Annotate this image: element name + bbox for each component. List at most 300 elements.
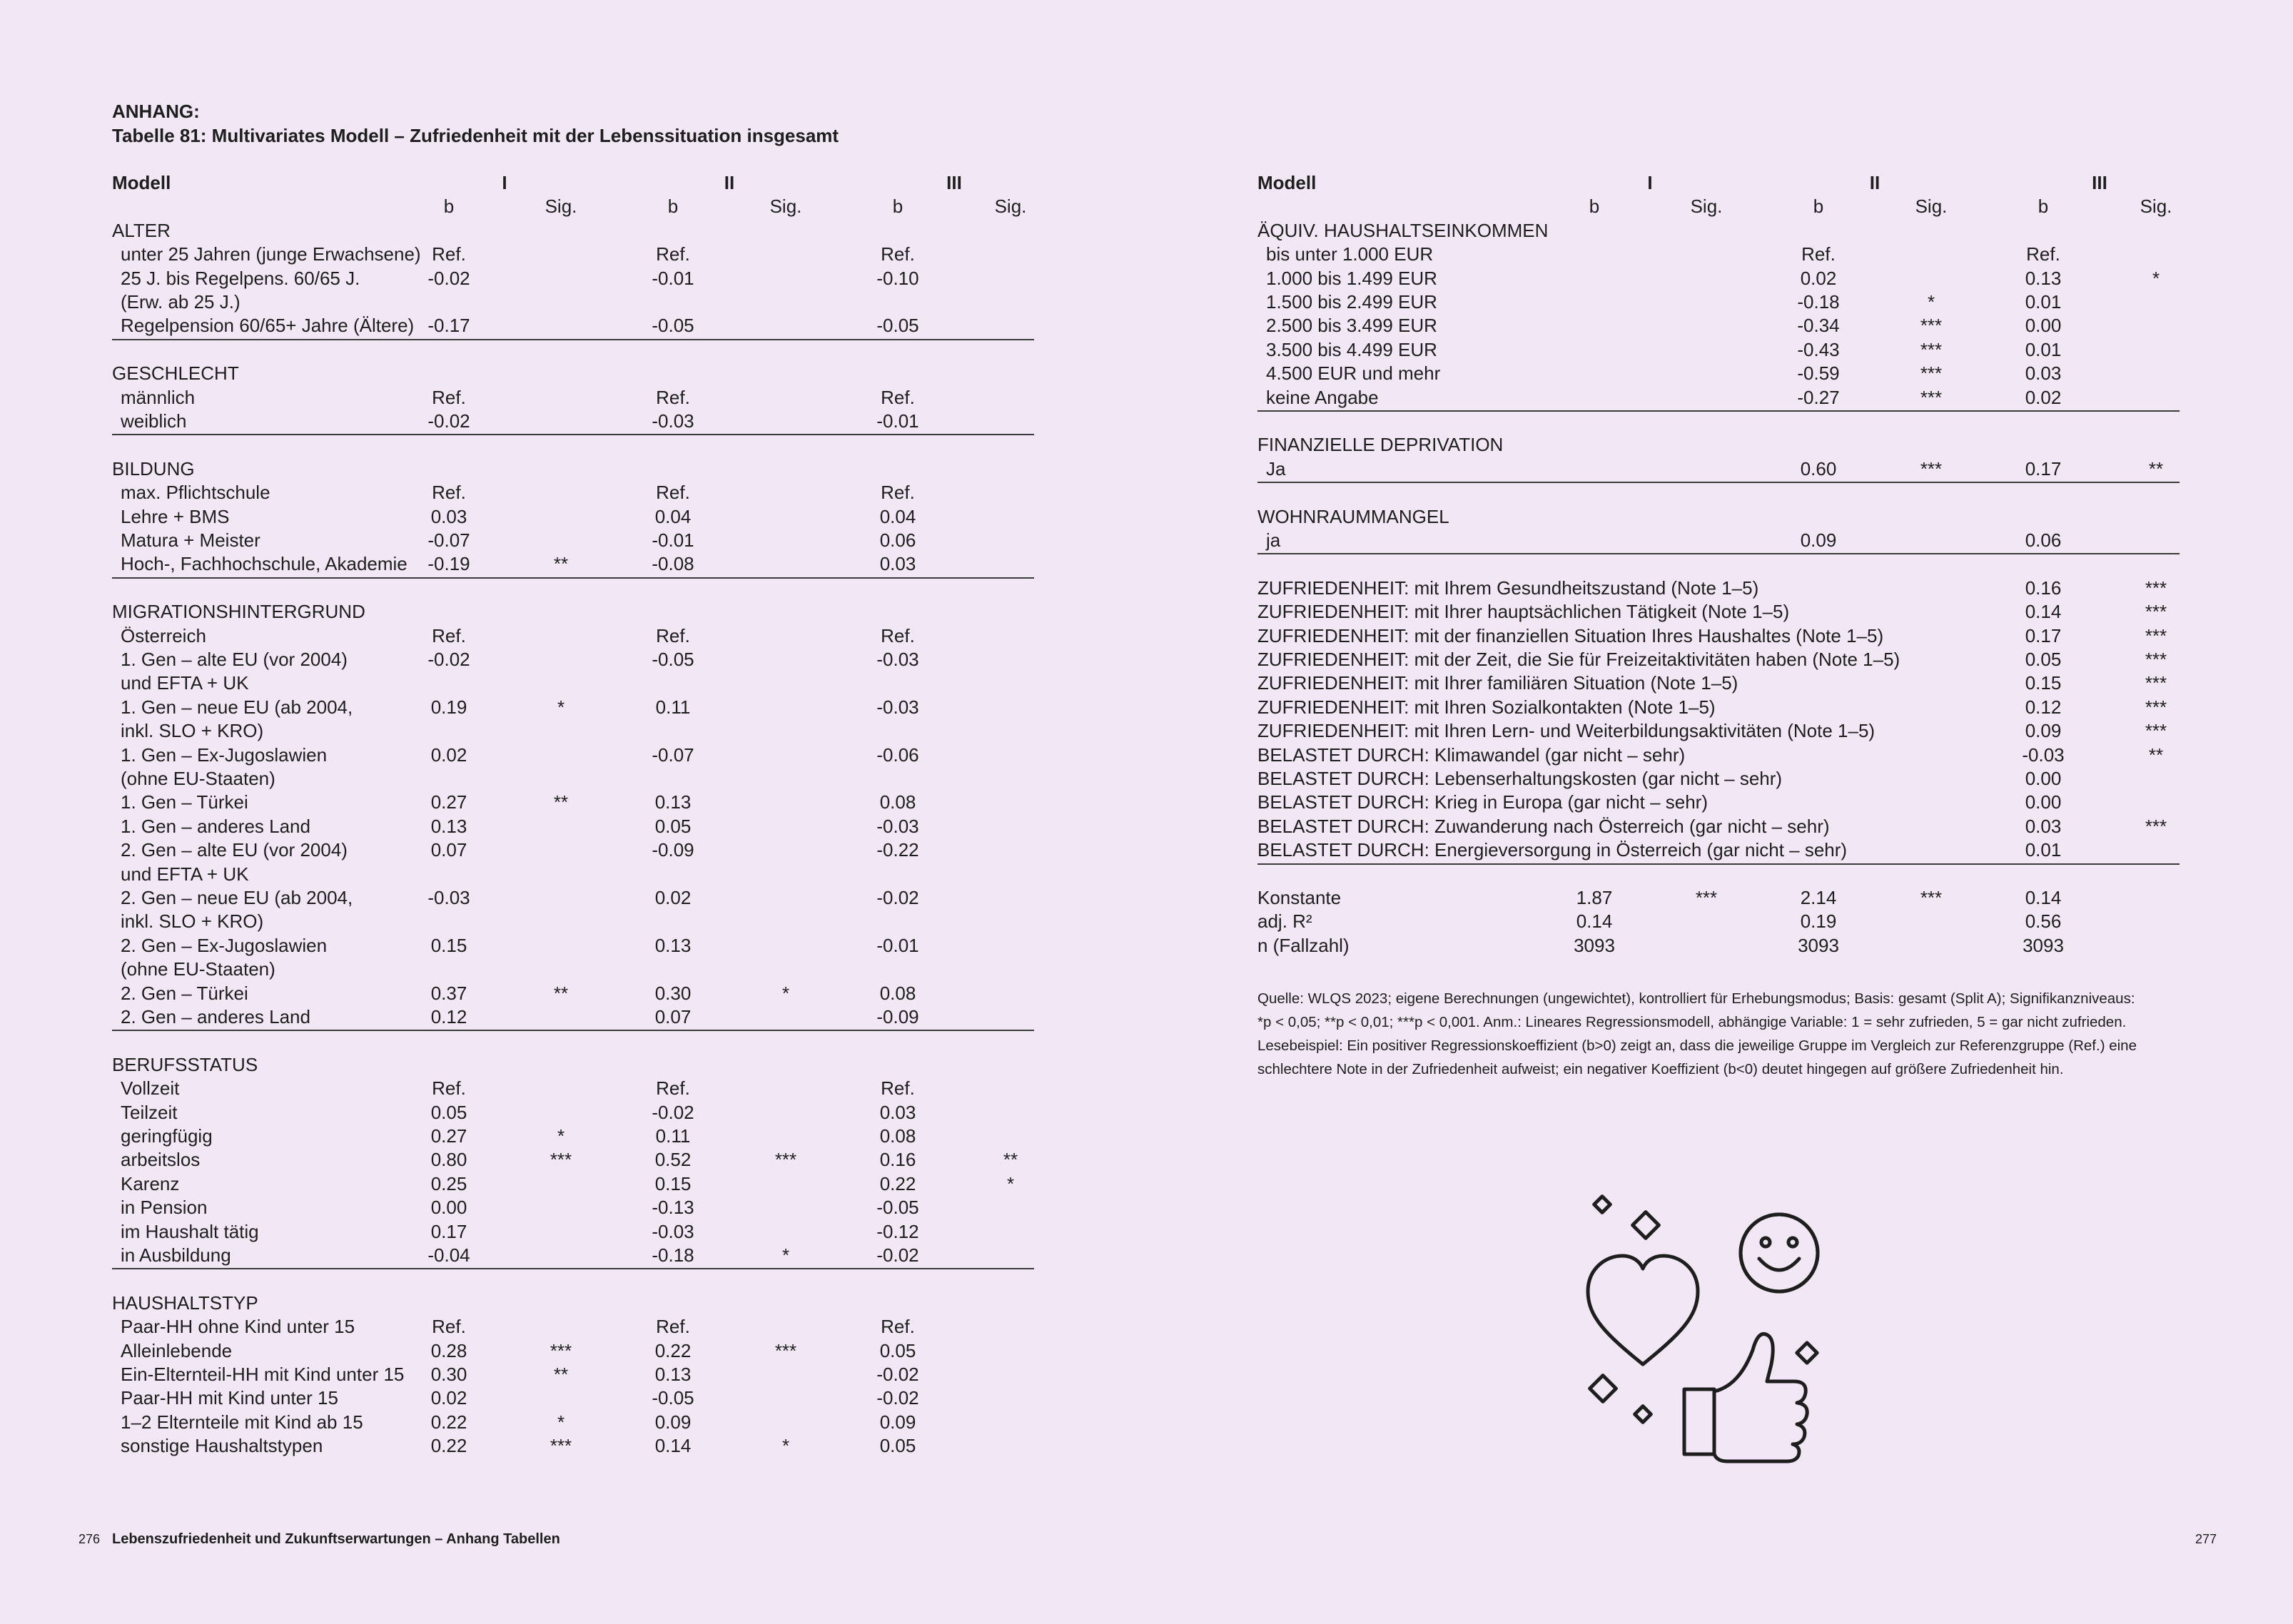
coefficient-cell: -0.27	[1797, 386, 1840, 408]
coefficient-cell: Ref.	[656, 624, 690, 646]
significance-cell: *	[1927, 291, 1935, 313]
coefficient-cell: 0.00	[2025, 791, 2062, 813]
section-heading	[1257, 433, 2180, 457]
table-row	[112, 838, 1034, 862]
coefficient-cell: -0.18	[652, 1244, 694, 1266]
row-label: männlich	[121, 386, 196, 408]
smiley-face-icon-outline	[1741, 1214, 1818, 1291]
row-label: keine Angabe	[1266, 386, 1379, 408]
coefficient-cell: Ref.	[656, 1316, 690, 1338]
row-label: Alleinlebende	[121, 1339, 233, 1361]
significance-cell: *	[781, 1244, 790, 1266]
significance-cell: *	[557, 1125, 565, 1147]
row-label: Ein-Elternteil-HH mit Kind unter 15	[121, 1364, 405, 1385]
table-row	[112, 1172, 1034, 1196]
column-header-b: b	[667, 196, 679, 218]
table-row	[112, 1315, 1034, 1339]
significance-cell: **	[553, 1364, 569, 1385]
table-row	[1257, 696, 2180, 719]
coefficient-cell: -0.43	[1797, 338, 1840, 360]
table-row	[112, 267, 1034, 290]
row-label: 1.000 bis 1.499 EUR	[1266, 267, 1437, 289]
table-row	[1257, 577, 2180, 600]
coefficient-cell: -0.02	[876, 1387, 919, 1409]
coefficient-cell: -0.59	[1797, 362, 1840, 385]
coefficient-cell: 0.07	[430, 839, 467, 861]
coefficient-cell: 0.22	[430, 1435, 467, 1457]
coefficient-cell: 0.04	[654, 505, 692, 527]
section-label: ALTER	[112, 219, 171, 241]
table-subheader-row	[112, 195, 1034, 218]
row-label: im Haushalt tätig	[121, 1220, 259, 1242]
table-row	[112, 1005, 1034, 1029]
coefficient-cell: 3093	[2023, 934, 2064, 956]
row-label: unter 25 Jahren (junge Erwachsene)	[121, 243, 421, 265]
row-label: 2. Gen – Türkei	[121, 982, 248, 1004]
coefficient-cell: Ref.	[656, 243, 690, 265]
coefficient-cell: Ref.	[432, 624, 466, 646]
table-row	[1257, 886, 2180, 910]
coefficient-cell: 0.05	[879, 1435, 916, 1457]
row-label: und EFTA + UK	[121, 672, 249, 694]
section-divider	[1257, 410, 2180, 412]
page-number-right: 277	[2195, 1532, 2217, 1546]
section-divider	[1257, 482, 2180, 483]
table-row	[112, 1363, 1034, 1386]
coefficient-cell: 0.17	[2025, 457, 2062, 479]
coefficient-cell: -0.01	[652, 529, 694, 551]
coefficient-cell: 0.02	[654, 887, 692, 908]
significance-cell: ***	[2145, 696, 2167, 718]
coefficient-cell: -0.05	[652, 1387, 694, 1409]
table-row	[112, 791, 1034, 814]
coefficient-cell: -0.05	[876, 1197, 919, 1219]
significance-cell: ***	[1920, 386, 1943, 408]
significance-cell: *	[1006, 1172, 1015, 1194]
table-row	[112, 1386, 1034, 1410]
coefficient-cell: -0.02	[876, 887, 919, 908]
row-label: in Ausbildung	[121, 1244, 231, 1266]
row-label: 1. Gen – alte EU (vor 2004)	[121, 649, 348, 670]
table-row	[112, 671, 1034, 695]
table-row	[112, 1077, 1034, 1100]
row-label: ZUFRIEDENHEIT: mit Ihrer familiären Situation (Note 1–5)	[1257, 672, 1738, 694]
significance-cell: **	[553, 791, 569, 813]
coefficient-cell: -0.06	[876, 744, 919, 766]
table-row	[112, 1220, 1034, 1244]
column-header-model-iii: III	[946, 172, 962, 193]
coefficient-cell: 0.37	[430, 982, 467, 1004]
row-label: ZUFRIEDENHEIT: mit Ihrer hauptsächlichen Tätigkeit (Note 1–5)	[1257, 601, 1790, 623]
coefficient-cell: 0.01	[2025, 839, 2062, 861]
coefficient-cell: 0.13	[654, 791, 692, 813]
row-label: (Erw. ab 25 J.)	[121, 291, 241, 313]
row-label: ZUFRIEDENHEIT: mit Ihren Lern- und Weiterbildungsaktivitäten (Note 1–5)	[1257, 720, 1876, 742]
coefficient-cell: -0.03	[876, 815, 919, 837]
row-label: BELASTET DURCH: Klimawandel (gar nicht – sehr)	[1257, 744, 1686, 766]
column-header-sig: Sig.	[1915, 196, 1948, 218]
coefficient-cell: 0.14	[2025, 601, 2062, 623]
significance-cell: *	[781, 1435, 790, 1457]
significance-cell: ***	[550, 1435, 572, 1457]
column-header-model-ii: II	[724, 172, 735, 193]
row-label: max. Pflichtschule	[121, 482, 270, 504]
row-label: ja	[1266, 529, 1281, 551]
row-label: BELASTET DURCH: Zuwanderung nach Österreich (gar nicht – sehr)	[1257, 815, 1830, 837]
coefficient-cell: 0.15	[654, 1172, 692, 1194]
coefficient-cell: 0.14	[2025, 887, 2062, 908]
row-label: Hoch-, Fachhochschule, Akademie	[121, 553, 408, 575]
coefficient-cell: 0.80	[430, 1149, 467, 1171]
coefficient-cell: -0.18	[1797, 291, 1840, 313]
appendix-label: ANHANG:	[112, 101, 200, 122]
significance-cell: *	[2152, 267, 2160, 289]
row-label: n (Fallzahl)	[1257, 934, 1350, 956]
coefficient-cell: 0.03	[2025, 815, 2062, 837]
significance-cell: ***	[1920, 338, 1943, 360]
coefficient-cell: -0.34	[1797, 315, 1840, 337]
table-row	[1257, 767, 2180, 791]
coefficient-cell: 0.17	[430, 1220, 467, 1242]
column-header-b: b	[1813, 196, 1824, 218]
significance-cell: **	[2148, 457, 2164, 479]
coefficient-cell: -0.02	[427, 267, 470, 289]
section-heading	[112, 219, 1034, 243]
row-label: Vollzeit	[121, 1077, 180, 1100]
table-row	[1257, 290, 2180, 314]
coefficient-cell: -0.05	[652, 649, 694, 670]
row-label: 3.500 bis 4.499 EUR	[1266, 338, 1437, 360]
coefficient-cell: -0.02	[427, 410, 470, 432]
table-row	[112, 1434, 1034, 1458]
table-row	[1257, 671, 2180, 695]
table-row	[1257, 267, 2180, 290]
table-row	[112, 1196, 1034, 1219]
sparkle-diamond-left	[1590, 1376, 1616, 1402]
coefficient-cell: 0.00	[2025, 768, 2062, 789]
significance-cell: *	[557, 1411, 565, 1433]
coefficient-cell: 0.30	[654, 982, 692, 1004]
significance-cell: ***	[2145, 601, 2167, 623]
row-label: Konstante	[1257, 887, 1342, 908]
coefficient-cell: 0.01	[2025, 338, 2062, 360]
row-label: weiblich	[121, 410, 187, 432]
footer-title: Lebenszufriedenheit und Zukunftserwartungen – Anhang Tabellen	[112, 1531, 560, 1547]
coefficient-cell: 0.15	[2025, 672, 2062, 694]
sparkle-small-bottom	[1635, 1406, 1651, 1423]
table-row	[1257, 648, 2180, 671]
coefficient-cell: Ref.	[881, 243, 915, 265]
section-heading	[112, 1291, 1034, 1315]
row-label: Matura + Meister	[121, 529, 260, 551]
table-row	[112, 815, 1034, 838]
coefficient-cell: Ref.	[432, 482, 466, 504]
coefficient-cell: -0.07	[427, 529, 470, 551]
significance-cell: ***	[2145, 577, 2167, 599]
significance-cell: **	[2148, 744, 2164, 766]
sparkle-small-top	[1594, 1197, 1611, 1213]
table-row	[112, 505, 1034, 529]
row-label: in Pension	[121, 1197, 208, 1219]
row-label: sonstige Haushaltstypen	[121, 1435, 323, 1457]
section-label: GESCHLECHT	[112, 362, 239, 385]
coefficient-cell: Ref.	[656, 1077, 690, 1100]
coefficient-cell: 0.08	[879, 1125, 916, 1147]
table-row	[112, 719, 1034, 743]
coefficient-cell: -0.07	[652, 744, 694, 766]
coefficient-cell: -0.08	[652, 553, 694, 575]
row-label: ZUFRIEDENHEIT: mit Ihrem Gesundheitszustand (Note 1–5)	[1257, 577, 1759, 599]
row-label: Lehre + BMS	[121, 505, 230, 527]
table-row	[1257, 719, 2180, 743]
coefficient-cell: 0.05	[654, 815, 692, 837]
table-row	[112, 648, 1034, 671]
significance-cell: ***	[2145, 815, 2167, 837]
column-header-model: Modell	[1257, 172, 1317, 193]
column-header-model-i: I	[502, 172, 507, 193]
significance-cell: ***	[550, 1149, 572, 1171]
significance-cell: ***	[2145, 624, 2167, 646]
section-divider	[112, 577, 1034, 579]
table-row	[112, 552, 1034, 576]
row-label: ZUFRIEDENHEIT: mit Ihren Sozialkontakten (Note 1–5)	[1257, 696, 1716, 718]
table-row	[1257, 314, 2180, 338]
column-header-b: b	[443, 196, 455, 218]
section-divider	[112, 1268, 1034, 1269]
coefficient-cell: 0.00	[2025, 315, 2062, 337]
table-row	[1257, 910, 2180, 933]
coefficient-cell: Ref.	[2026, 243, 2060, 265]
table-row	[112, 863, 1034, 886]
coefficient-cell: 0.13	[2025, 267, 2062, 289]
coefficient-cell: -0.03	[876, 649, 919, 670]
table-row	[1257, 386, 2180, 410]
table-row	[1257, 744, 2180, 767]
coefficient-cell: 0.15	[430, 934, 467, 956]
table-row	[112, 982, 1034, 1005]
significance-cell: **	[553, 553, 569, 575]
coefficient-cell: -0.09	[876, 1006, 919, 1027]
coefficient-cell: Ref.	[881, 482, 915, 504]
coefficient-cell: 0.13	[654, 934, 692, 956]
coefficient-cell: -0.05	[652, 315, 694, 337]
coefficient-cell: 0.03	[879, 1101, 916, 1123]
coefficient-cell: 1.87	[1576, 887, 1613, 908]
coefficient-cell: 0.25	[430, 1172, 467, 1194]
sparkle-diamond-top	[1633, 1212, 1659, 1239]
coefficient-cell: Ref.	[432, 386, 466, 408]
coefficient-cell: 0.03	[879, 553, 916, 575]
coefficient-cell: 0.09	[1800, 529, 1837, 551]
table-row	[1257, 243, 2180, 266]
table-row	[112, 290, 1034, 314]
row-label: 1.500 bis 2.499 EUR	[1266, 291, 1437, 313]
coefficient-cell: 0.12	[430, 1006, 467, 1027]
significance-cell: ***	[2145, 672, 2167, 694]
coefficient-cell: 0.08	[879, 791, 916, 813]
column-header-model-iii: III	[2092, 172, 2107, 193]
table-row	[112, 481, 1034, 504]
table-row	[1257, 362, 2180, 385]
section-divider	[112, 1030, 1034, 1031]
coefficient-cell: 0.17	[2025, 624, 2062, 646]
row-label: 2. Gen – Ex-Jugoslawien	[121, 934, 328, 956]
row-label: 1. Gen – Türkei	[121, 791, 248, 813]
table-row	[112, 744, 1034, 767]
significance-cell: ***	[1920, 362, 1943, 385]
row-label: inkl. SLO + KRO)	[121, 910, 264, 933]
coefficient-cell: -0.04	[427, 1244, 470, 1266]
row-label: 25 J. bis Regelpens. 60/65 J.	[121, 267, 360, 289]
row-label: Ja	[1266, 457, 1286, 479]
row-label: Paar-HH mit Kind unter 15	[121, 1387, 338, 1409]
coefficient-cell: 0.27	[430, 791, 467, 813]
page-number-left: 276	[79, 1532, 101, 1546]
coefficient-cell: Ref.	[656, 482, 690, 504]
satisfaction-illustration-icon	[1577, 1184, 1856, 1470]
section-heading	[1257, 505, 2180, 529]
significance-cell: ***	[774, 1339, 797, 1361]
significance-cell: *	[781, 982, 790, 1004]
row-label: ZUFRIEDENHEIT: mit der finanziellen Situation Ihres Haushaltes (Note 1–5)	[1257, 624, 1884, 646]
coefficient-cell: 0.19	[430, 696, 467, 718]
coefficient-cell: -0.17	[427, 315, 470, 337]
row-label: 1. Gen – neue EU (ab 2004,	[121, 696, 353, 718]
table-row	[1257, 838, 2180, 862]
section-heading	[112, 600, 1034, 624]
coefficient-cell: -0.10	[876, 267, 919, 289]
section-heading	[112, 1053, 1034, 1077]
table-row	[112, 767, 1034, 791]
coefficient-cell: 0.08	[879, 982, 916, 1004]
coefficient-cell: -0.02	[652, 1101, 694, 1123]
row-label: 1. Gen – anderes Land	[121, 815, 310, 837]
significance-cell: ***	[1695, 887, 1718, 908]
coefficient-cell: 0.56	[2025, 910, 2062, 933]
coefficient-cell: 0.13	[430, 815, 467, 837]
coefficient-cell: Ref.	[881, 1316, 915, 1338]
row-label: (ohne EU-Staaten)	[121, 768, 275, 789]
section-heading	[112, 457, 1034, 481]
coefficient-cell: -0.02	[876, 1244, 919, 1266]
column-header-sig: Sig.	[994, 196, 1027, 218]
row-label: (ohne EU-Staaten)	[121, 958, 275, 980]
table-subheader-row	[1257, 195, 2180, 218]
table-row	[1257, 457, 2180, 481]
table-row	[112, 886, 1034, 910]
significance-cell: ***	[2145, 649, 2167, 670]
coefficient-cell: 0.09	[879, 1411, 916, 1433]
table-row	[112, 410, 1034, 433]
coefficient-cell: 0.13	[654, 1364, 692, 1385]
section-heading	[112, 362, 1034, 385]
smiley-mouth	[1759, 1259, 1799, 1270]
coefficient-cell: Ref.	[881, 624, 915, 646]
coefficient-cell: 0.05	[430, 1101, 467, 1123]
coefficient-cell: 0.27	[430, 1125, 467, 1147]
column-header-b: b	[1589, 196, 1600, 218]
section-heading	[1257, 219, 2180, 243]
coefficient-cell: 0.12	[2025, 696, 2062, 718]
table-row	[112, 1125, 1034, 1148]
table-header-row	[112, 171, 1034, 195]
coefficient-cell: 0.60	[1800, 457, 1837, 479]
footnote-line: *p < 0,05; **p < 0,01; ***p < 0,001. Anm.: Lineares Regressionsmodell, abhängige Variable: 1 = sehr zufrieden, 5 = gar nicht zufrieden.	[1257, 1014, 2127, 1030]
row-label: 1. Gen – Ex-Jugoslawien	[121, 744, 328, 766]
table-row	[1257, 600, 2180, 624]
significance-cell: ***	[1920, 315, 1943, 337]
table-footnote	[1257, 987, 2137, 1081]
table-title: Tabelle 81: Multivariates Modell – Zufriedenheit mit der Lebenssituation insgesamt	[112, 125, 839, 146]
coefficient-cell: 0.09	[654, 1411, 692, 1433]
coefficient-cell: 0.05	[2025, 649, 2062, 670]
coefficient-cell: -0.03	[876, 696, 919, 718]
coefficient-cell: -0.01	[652, 267, 694, 289]
significance-cell: ***	[2145, 720, 2167, 742]
coefficient-cell: -0.02	[427, 649, 470, 670]
section-label: BERUFSSTATUS	[112, 1053, 258, 1075]
coefficient-cell: -0.03	[652, 410, 694, 432]
coefficient-cell: -0.03	[2022, 744, 2065, 766]
row-label: arbeitslos	[121, 1149, 201, 1171]
table-row	[112, 958, 1034, 981]
row-label: BELASTET DURCH: Krieg in Europa (gar nicht – sehr)	[1257, 791, 1708, 813]
coefficient-cell: 0.22	[430, 1411, 467, 1433]
row-label: 2. Gen – neue EU (ab 2004,	[121, 887, 353, 908]
row-label: Österreich	[121, 624, 206, 646]
smiley-eye-right	[1788, 1238, 1797, 1247]
coefficient-cell: 0.02	[430, 1387, 467, 1409]
table-row	[1257, 529, 2180, 552]
table-row	[112, 314, 1034, 338]
table-row	[1257, 934, 2180, 958]
coefficient-cell: -0.02	[876, 1364, 919, 1385]
row-label: Regelpension 60/65+ Jahre (Ältere)	[121, 315, 415, 337]
column-header-model-ii: II	[1869, 172, 1881, 193]
coefficient-cell: 0.09	[2025, 720, 2062, 742]
row-label: ZUFRIEDENHEIT: mit der Zeit, die Sie für Freizeitaktivitäten haben (Note 1–5)	[1257, 649, 1900, 670]
significance-cell: ***	[1920, 887, 1943, 908]
section-divider	[1257, 553, 2180, 554]
row-label: bis unter 1.000 EUR	[1266, 243, 1434, 265]
column-header-b: b	[892, 196, 903, 218]
coefficient-cell: 0.02	[1800, 267, 1837, 289]
coefficient-cell: 0.11	[655, 696, 691, 718]
coefficient-cell: Ref.	[881, 1077, 915, 1100]
row-label: Teilzeit	[121, 1101, 178, 1123]
coefficient-cell: 0.14	[1576, 910, 1613, 933]
coefficient-cell: Ref.	[432, 243, 466, 265]
table-row	[1257, 815, 2180, 838]
coefficient-cell: 0.11	[655, 1125, 691, 1147]
footnote-line: schlechtere Note in der Zufriedenheit aufweist; ein negativer Koeffizient (b<0) deutet hingegen auf größere Zufriedenheit hin.	[1257, 1061, 2064, 1077]
coefficient-cell: 0.01	[2025, 291, 2062, 313]
column-header-model: Modell	[112, 172, 171, 193]
coefficient-cell: 0.16	[2025, 577, 2062, 599]
table-row	[112, 529, 1034, 552]
column-header-sig: Sig.	[1690, 196, 1723, 218]
coefficient-cell: 3093	[1798, 934, 1839, 956]
coefficient-cell: -0.01	[876, 934, 919, 956]
coefficient-cell: 0.05	[879, 1339, 916, 1361]
coefficient-cell: 0.28	[430, 1339, 467, 1361]
row-label: BELASTET DURCH: Lebenserhaltungskosten (gar nicht – sehr)	[1257, 768, 1783, 789]
significance-cell: ***	[550, 1339, 572, 1361]
coefficient-cell: 0.22	[879, 1172, 916, 1194]
section-label: BILDUNG	[112, 457, 195, 479]
coefficient-cell: 2.14	[1800, 887, 1837, 908]
coefficient-cell: -0.13	[652, 1197, 694, 1219]
